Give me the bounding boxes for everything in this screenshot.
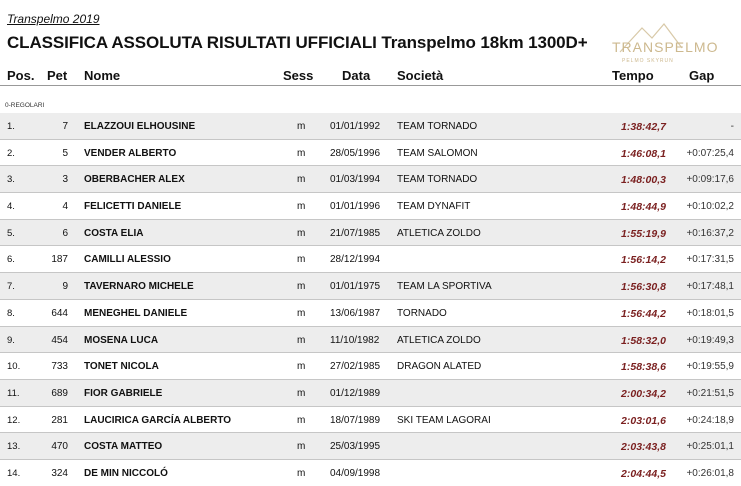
- birthdate-cell: 01/03/1994: [330, 174, 381, 186]
- club-cell: TEAM TORNADO: [397, 121, 478, 132]
- birthdate-cell: 01/12/1989: [330, 387, 381, 399]
- position-cell: 8.: [7, 307, 15, 319]
- bib-cell: 6: [62, 227, 68, 239]
- position-cell: 9.: [7, 334, 15, 346]
- gap-cell: +0:10:02,2: [686, 201, 734, 213]
- birthdate-cell: 28/12/1994: [330, 254, 381, 266]
- table-row[interactable]: [0, 380, 741, 407]
- table-header: [0, 66, 741, 86]
- position-cell: 5.: [7, 227, 15, 239]
- sex-cell: m: [297, 441, 306, 453]
- page-title: CLASSIFICA ASSOLUTA RISULTATI UFFICIALI Transpelmo 18km 1300D+: [7, 33, 588, 52]
- birthdate-cell: 13/06/1987: [330, 307, 381, 319]
- position-cell: 13.: [7, 441, 21, 453]
- logo-subtext: PELMO SKYRUN: [622, 58, 674, 64]
- athlete-name-cell: COSTA ELIA: [84, 227, 144, 239]
- bib-cell: 3: [62, 174, 68, 186]
- gap-cell: +0:09:17,6: [686, 174, 734, 186]
- logo-text: TRANSPELMO: [612, 39, 719, 55]
- bib-cell: 454: [51, 334, 68, 346]
- col-data[interactable]: Data: [342, 68, 371, 83]
- sex-cell: m: [297, 281, 306, 293]
- table-row[interactable]: [0, 327, 741, 354]
- time-cell: 1:38:42,7: [621, 121, 666, 133]
- sex-cell: m: [297, 121, 306, 132]
- athlete-name-cell: FIOR GABRIELE: [84, 387, 163, 399]
- sex-cell: m: [297, 467, 306, 479]
- club-cell: SKI TEAM LAGORAI: [397, 414, 491, 426]
- col-nome[interactable]: Nome: [84, 68, 121, 83]
- athlete-name-cell: TONET NICOLA: [84, 361, 159, 373]
- time-cell: 2:04:44,5: [621, 467, 666, 480]
- position-cell: 10.: [7, 361, 21, 373]
- time-cell: 2:03:43,8: [621, 441, 666, 454]
- table-row[interactable]: [0, 460, 741, 486]
- club-cell: ATLETICA ZOLDO: [397, 334, 481, 346]
- gap-cell: +0:17:48,1: [686, 281, 734, 293]
- club-cell: TORNADO: [397, 307, 447, 319]
- time-cell: 1:55:19,9: [621, 227, 666, 240]
- sex-cell: m: [297, 414, 306, 426]
- col-pet[interactable]: Pet: [47, 68, 68, 83]
- sex-cell: m: [297, 201, 306, 213]
- table-row[interactable]: [0, 140, 741, 167]
- gap-cell: -: [730, 121, 734, 132]
- time-cell: 1:56:30,8: [621, 281, 666, 294]
- position-cell: 7.: [7, 281, 15, 293]
- athlete-name-cell: TAVERNARO MICHELE: [84, 281, 194, 293]
- birthdate-cell: 28/05/1996: [330, 147, 381, 159]
- col-societa[interactable]: Società: [397, 68, 444, 83]
- sex-cell: m: [297, 174, 306, 186]
- gap-cell: +0:26:01,8: [686, 467, 734, 479]
- gap-cell: +0:25:01,1: [686, 441, 734, 453]
- athlete-name-cell: FELICETTI DANIELE: [84, 201, 182, 213]
- gap-cell: +0:17:31,5: [686, 254, 734, 266]
- col-sess[interactable]: Sess: [283, 68, 314, 83]
- gap-cell: +0:16:37,2: [686, 227, 734, 239]
- birthdate-cell: 11/10/1982: [330, 334, 380, 346]
- col-pos[interactable]: Pos.: [7, 68, 35, 83]
- position-cell: 1.: [7, 121, 15, 132]
- position-cell: 4.: [7, 201, 15, 213]
- table-row[interactable]: [0, 113, 741, 140]
- birthdate-cell: 01/01/1975: [330, 281, 381, 293]
- bib-cell: 324: [51, 467, 68, 479]
- club-cell: TEAM TORNADO: [397, 174, 478, 186]
- bib-cell: 689: [51, 387, 68, 399]
- bib-cell: 733: [51, 361, 68, 373]
- bib-cell: 470: [51, 441, 68, 453]
- athlete-name-cell: LAUCIRICA GARCÍA ALBERTO: [84, 414, 232, 426]
- position-cell: 6.: [7, 254, 15, 266]
- time-cell: 1:46:08,1: [621, 147, 666, 160]
- athlete-name-cell: CAMILLI ALESSIO: [84, 254, 171, 266]
- birthdate-cell: 25/03/1995: [330, 441, 381, 453]
- col-tempo[interactable]: Tempo: [612, 68, 654, 83]
- position-cell: 12.: [7, 414, 21, 426]
- athlete-name-cell: ELAZZOUI ELHOUSINE: [84, 121, 196, 132]
- bib-cell: 9: [62, 281, 68, 293]
- table-row[interactable]: [0, 273, 741, 300]
- birthdate-cell: 18/07/1989: [330, 414, 381, 426]
- table-row[interactable]: [0, 193, 741, 220]
- table-row[interactable]: [0, 166, 741, 193]
- sex-cell: m: [297, 334, 306, 346]
- time-cell: 1:56:14,2: [621, 254, 666, 267]
- position-cell: 3.: [7, 174, 15, 186]
- table-row[interactable]: [0, 353, 741, 380]
- athlete-name-cell: VENDER ALBERTO: [84, 147, 177, 159]
- sex-cell: m: [297, 361, 306, 373]
- gap-cell: +0:19:55,9: [686, 361, 734, 373]
- club-cell: TEAM DYNAFIT: [397, 201, 471, 213]
- sex-cell: m: [297, 227, 306, 239]
- sex-cell: m: [297, 254, 306, 266]
- birthdate-cell: 27/02/1985: [330, 361, 381, 373]
- club-cell: TEAM SALOMON: [397, 147, 478, 159]
- time-cell: 2:00:34,2: [621, 387, 666, 400]
- table-row[interactable]: [0, 433, 741, 460]
- bib-cell: 7: [62, 121, 68, 132]
- table-row[interactable]: [0, 246, 741, 273]
- position-cell: 11.: [7, 387, 20, 399]
- birthdate-cell: 01/01/1996: [330, 201, 381, 213]
- birthdate-cell: 01/01/1992: [330, 121, 381, 132]
- sex-cell: m: [297, 147, 306, 159]
- athlete-name-cell: COSTA MATTEO: [84, 441, 163, 453]
- sex-cell: m: [297, 307, 306, 319]
- results-table: [0, 113, 741, 486]
- club-cell: ATLETICA ZOLDO: [397, 227, 481, 239]
- position-cell: 14.: [7, 467, 21, 479]
- table-row[interactable]: [0, 300, 741, 327]
- athlete-name-cell: OBERBACHER ALEX: [84, 174, 185, 186]
- transpelmo-logo: [612, 18, 737, 66]
- athlete-name-cell: DE MIN NICCOLÓ: [84, 467, 168, 479]
- time-cell: 1:58:32,0: [621, 334, 666, 347]
- time-cell: 1:58:38,6: [621, 361, 666, 374]
- athlete-name-cell: MOSENA LUCA: [84, 334, 159, 346]
- event-title: Transpelmo 2019: [7, 12, 100, 26]
- bib-cell: 5: [62, 147, 68, 159]
- mountain-logo-icon: [612, 18, 737, 66]
- position-cell: 2.: [7, 147, 15, 159]
- table-row[interactable]: [0, 407, 741, 434]
- gap-cell: +0:18:01,5: [686, 307, 734, 319]
- birthdate-cell: 04/09/1998: [330, 467, 381, 479]
- bib-cell: 644: [51, 307, 68, 319]
- sex-cell: m: [297, 387, 306, 399]
- bib-cell: 281: [51, 414, 68, 426]
- birthdate-cell: 21/07/1985: [330, 227, 381, 239]
- time-cell: 1:48:44,9: [621, 201, 666, 214]
- athlete-name-cell: MENEGHEL DANIELE: [84, 307, 188, 319]
- gap-cell: +0:24:18,9: [686, 414, 734, 426]
- bib-cell: 187: [51, 254, 68, 266]
- gap-cell: +0:19:49,3: [686, 334, 734, 346]
- table-row[interactable]: [0, 220, 741, 247]
- col-gap[interactable]: Gap: [689, 68, 715, 83]
- section-label: 0-REGOLARI: [5, 102, 45, 109]
- club-cell: TEAM LA SPORTIVA: [397, 281, 492, 293]
- time-cell: 1:48:00,3: [621, 174, 666, 187]
- club-cell: DRAGON ALATED: [397, 361, 482, 373]
- gap-cell: +0:07:25,4: [686, 147, 734, 159]
- time-cell: 1:56:44,2: [621, 307, 666, 320]
- bib-cell: 4: [62, 201, 68, 213]
- time-cell: 2:03:01,6: [621, 414, 666, 427]
- gap-cell: +0:21:51,5: [686, 387, 734, 399]
